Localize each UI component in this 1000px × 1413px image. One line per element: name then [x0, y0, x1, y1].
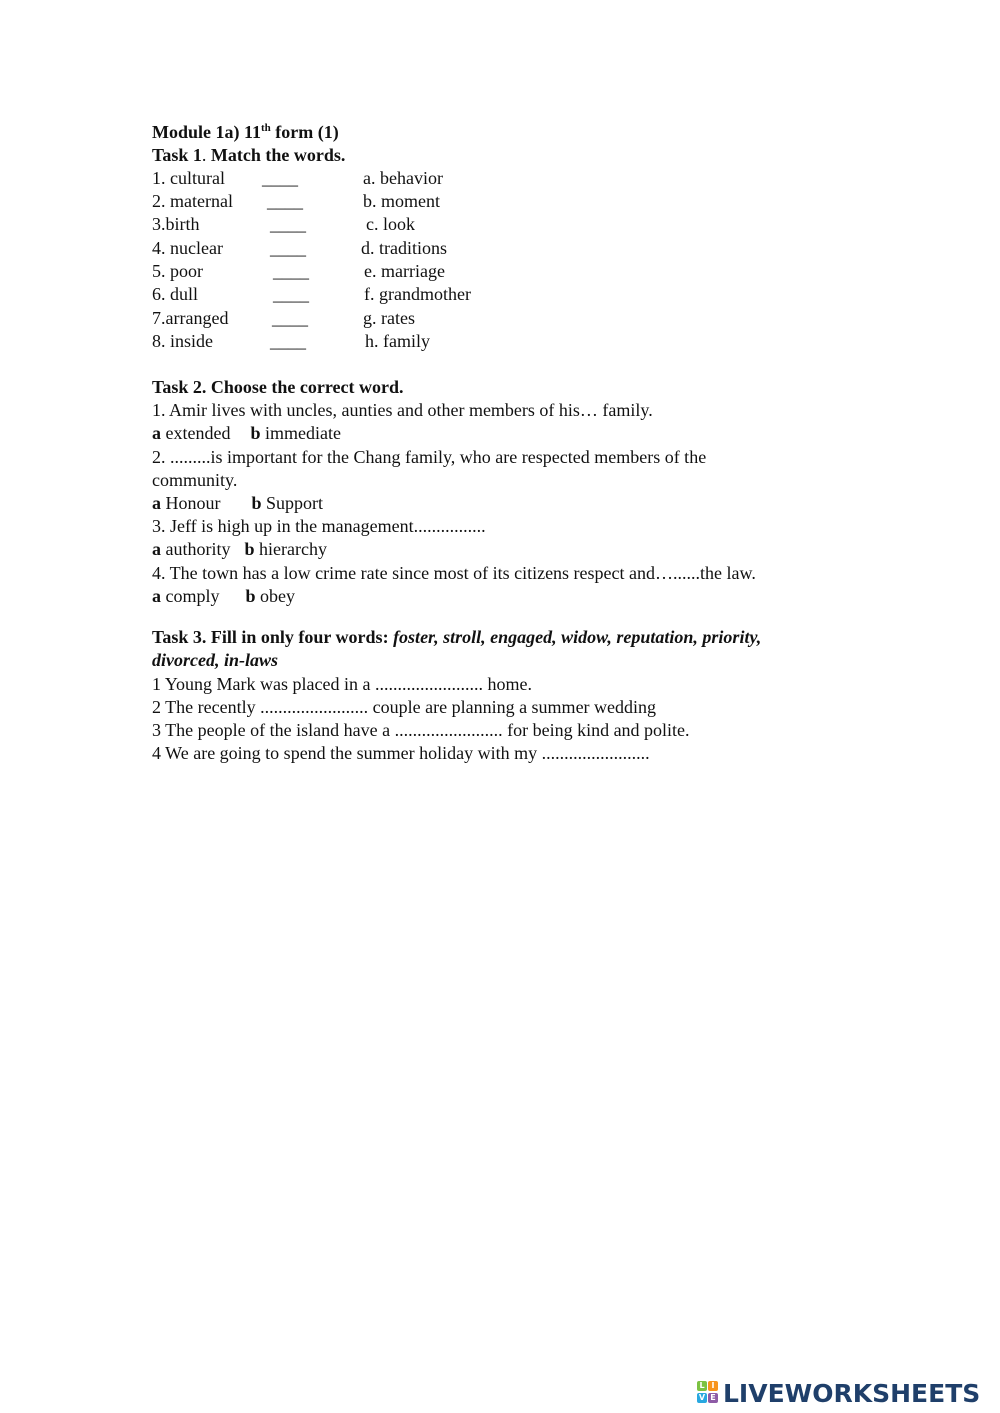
- match-right-item: e. marriage: [364, 261, 445, 281]
- task2-options[interactable]: a comply b obey: [152, 586, 296, 606]
- match-left-item: 4. nuclear: [152, 238, 223, 258]
- task3-sentence[interactable]: 1 Young Mark was placed in a ........................ home.: [152, 674, 532, 694]
- match-blank[interactable]: ____: [262, 168, 298, 188]
- match-blank[interactable]: ____: [273, 284, 309, 304]
- match-right-item: g. rates: [363, 308, 415, 328]
- match-left-item: 3.birth: [152, 214, 200, 234]
- option-b[interactable]: immediate: [264, 423, 341, 443]
- option-b[interactable]: Support: [266, 493, 324, 513]
- match-left-item: 8. inside: [152, 331, 213, 351]
- match-right-item: c. look: [366, 214, 415, 234]
- option-b[interactable]: hierarchy: [259, 539, 327, 559]
- match-left-item: 2. maternal: [152, 191, 233, 211]
- task3-sentence[interactable]: 4 We are going to spend the summer holiday with my ........................: [152, 743, 650, 763]
- module-title: Module 1a) 11th form (1): [152, 122, 339, 142]
- task2-question-cont: community.: [152, 470, 238, 490]
- match-right-item: b. moment: [363, 191, 440, 211]
- match-right-item: f. grandmother: [364, 284, 471, 304]
- option-a[interactable]: authority: [165, 539, 231, 559]
- match-blank[interactable]: ____: [272, 308, 308, 328]
- match-right-item: h. family: [365, 331, 430, 351]
- task2-options[interactable]: a authority b hierarchy: [152, 539, 327, 559]
- task2-heading: Task 2. Choose the correct word.: [152, 377, 404, 397]
- match-blank[interactable]: ____: [270, 214, 306, 234]
- task3-sentence[interactable]: 3 The people of the island have a ........................ for being kind and polite.: [152, 720, 690, 740]
- logo-text: LIVEWORKSHEETS: [723, 1378, 981, 1408]
- task2-options[interactable]: a Honour b Support: [152, 493, 324, 513]
- match-left-item: 5. poor: [152, 261, 203, 281]
- task1-heading: Task 1. Match the words.: [152, 145, 346, 165]
- option-a[interactable]: Honour: [165, 493, 221, 513]
- option-a[interactable]: extended: [165, 423, 231, 443]
- task3-heading: Task 3. Fill in only four words: foster, stroll, engaged, widow, reputation, priority,: [152, 627, 762, 647]
- match-left-item: 1. cultural: [152, 168, 225, 188]
- option-b[interactable]: obey: [260, 586, 296, 606]
- task3-word-bank: divorced, in-laws: [152, 650, 278, 670]
- match-right-item: a. behavior: [363, 168, 443, 188]
- option-a[interactable]: comply: [165, 586, 220, 606]
- match-left-item: 7.arranged: [152, 308, 229, 328]
- task2-options[interactable]: a extended b immediate: [152, 423, 341, 443]
- liveworksheets-logo: [697, 1378, 980, 1408]
- task2-question: 4. The town has a low crime rate since most of its citizens respect and…......the law.: [152, 563, 756, 583]
- liveworksheets-logo-icon: L I V E: [697, 1381, 719, 1405]
- match-blank[interactable]: ____: [267, 191, 303, 211]
- task2-question: 1. Amir lives with uncles, aunties and other members of his… family.: [152, 400, 653, 420]
- task2-question: 3. Jeff is high up in the management................: [152, 516, 486, 536]
- match-right-item: d. traditions: [361, 238, 447, 258]
- task3-sentence[interactable]: 2 The recently ........................ couple are planning a summer wedding: [152, 697, 657, 717]
- task2-question: 2. .........is important for the Chang family, who are respected members of the: [152, 447, 707, 467]
- match-left-item: 6. dull: [152, 284, 199, 304]
- match-blank[interactable]: ____: [270, 238, 306, 258]
- match-blank[interactable]: ____: [273, 261, 309, 281]
- match-blank[interactable]: ____: [270, 331, 306, 351]
